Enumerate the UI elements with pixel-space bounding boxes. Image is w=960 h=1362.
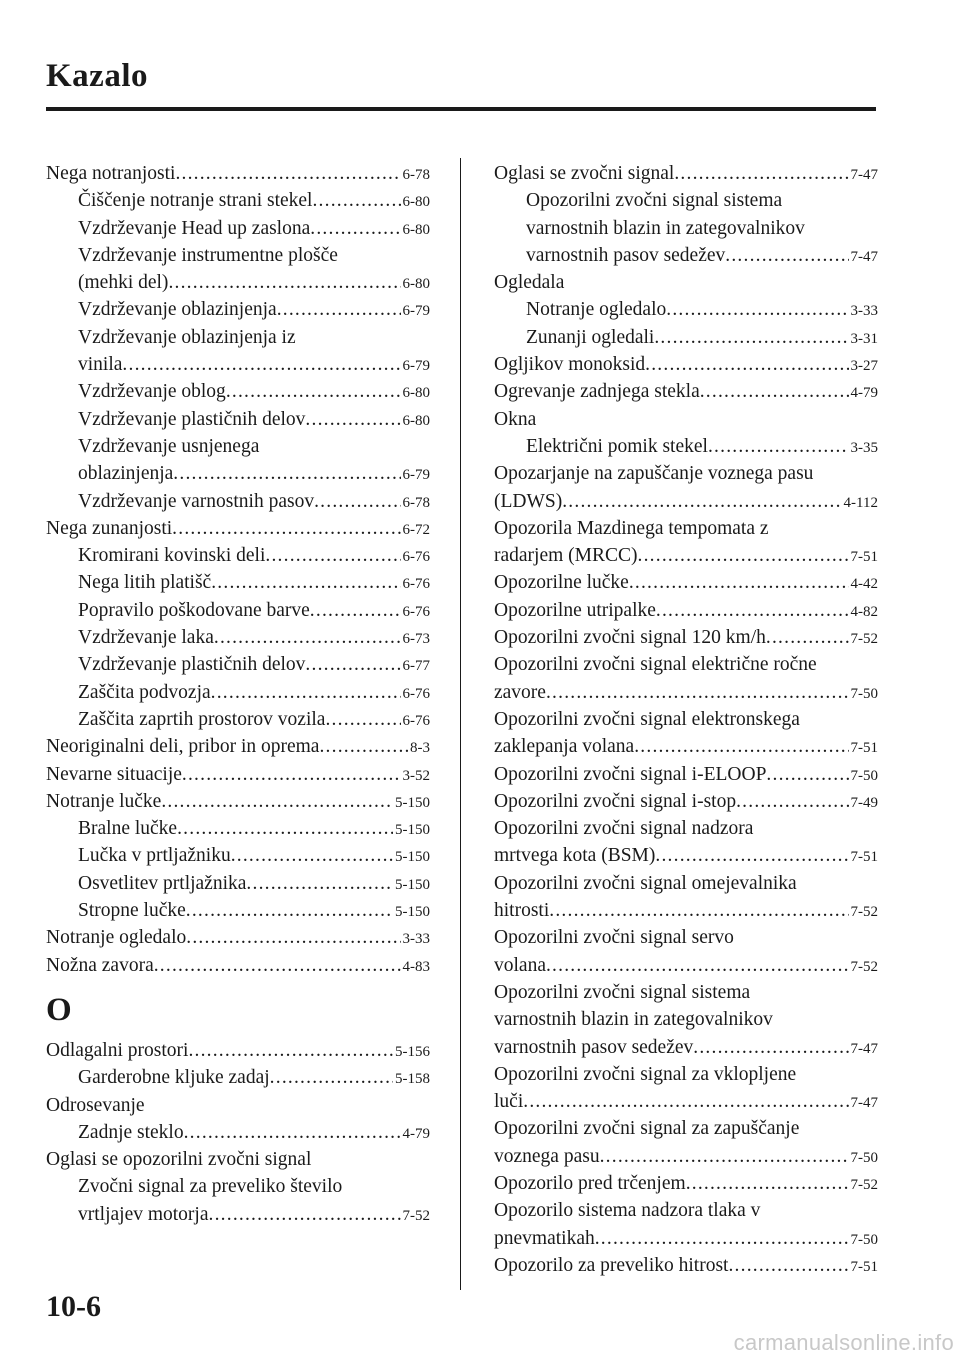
entry-label: Vzdrževanje laka [78, 627, 214, 649]
dot-leader [546, 679, 849, 706]
index-entry [494, 679, 878, 706]
dot-leader [728, 1252, 848, 1279]
index-subentry [46, 842, 430, 869]
page-title: Kazalo [46, 58, 148, 94]
dot-leader [638, 542, 849, 569]
dot-leader [310, 597, 401, 624]
entry-page-reference: 7-51 [850, 1258, 878, 1275]
entry-page-reference: 4-79 [850, 385, 878, 402]
dot-leader [595, 1225, 849, 1252]
dot-leader [231, 842, 393, 869]
entry-label: zavore [494, 681, 546, 703]
index-entry-text: Opozorilni zvočni signal elektronskega [494, 708, 800, 730]
entry-page-reference: 4-82 [850, 603, 878, 620]
index-entry [494, 488, 878, 515]
entry-label: Vzdrževanje oblazinjenja [78, 299, 277, 321]
entry-page-reference: 7-51 [850, 849, 878, 866]
entry-page-reference: 3-33 [402, 931, 430, 948]
entry-page-reference: 5-150 [395, 794, 430, 811]
entry-page-reference: 5-150 [395, 876, 430, 893]
index-entry [494, 351, 878, 378]
entry-label: Vzdrževanje plastičnih delov [78, 654, 306, 676]
index-entry-text: Opozorilni zvočni signal za zapuščanje [494, 1118, 800, 1140]
dot-leader [546, 952, 849, 979]
index-entry [46, 160, 430, 187]
entry-label: volana [494, 954, 546, 976]
entry-page-reference: 7-51 [850, 740, 878, 757]
entry-label: luči [494, 1091, 524, 1113]
dot-leader [172, 515, 400, 542]
index-entry-text: Oglasi se opozorilni zvočni signal [46, 1149, 312, 1171]
index-subentry [46, 1064, 430, 1091]
entry-label: Notranje ogledalo [526, 299, 667, 321]
entry-page-reference: 5-150 [395, 849, 430, 866]
entry-page-reference: 4-42 [850, 576, 878, 593]
index-subentry [46, 815, 430, 842]
dot-leader [325, 706, 400, 733]
index-subentry [46, 706, 430, 733]
entry-page-reference: 3-31 [850, 330, 878, 347]
entry-page-reference: 7-47 [850, 1095, 878, 1112]
entry-label: Nega zunanjosti [46, 517, 173, 539]
index-entry [494, 1225, 878, 1252]
dot-leader [226, 378, 401, 405]
entry-page-reference: 6-80 [402, 221, 430, 238]
entry-label: Opozorilne utripalke [494, 599, 656, 621]
entry-label: Nega litih platišč [78, 572, 212, 594]
dot-leader [666, 296, 848, 323]
index-entry-text: varnostnih blazin in zategovalnikov [494, 1009, 773, 1031]
dot-leader [209, 1201, 401, 1228]
dot-leader [766, 624, 849, 651]
dot-leader [319, 733, 408, 760]
entry-label: pnevmatikah [494, 1227, 595, 1249]
dot-leader [184, 1119, 401, 1146]
index-subentry-text: Opozorilni zvočni signal sistema [526, 190, 783, 212]
dot-leader [645, 351, 848, 378]
index-entry-text: Opozorilni zvočni signal električne ročne [494, 654, 817, 676]
dot-leader [305, 406, 400, 433]
entry-label: Oglasi se zvočni signal [494, 163, 675, 184]
index-subentry-text: varnostnih blazin in zategovalnikov [526, 217, 805, 239]
entry-label: Nega notranjosti [46, 163, 176, 184]
index-subentry [46, 351, 430, 378]
index-subentry-text: Vzdrževanje usnjenega [78, 435, 260, 457]
column-divider [460, 158, 461, 1290]
entry-page-reference: 7-50 [850, 1149, 878, 1166]
entry-label: Zaščita podvozja [78, 681, 211, 703]
dot-leader [270, 1064, 393, 1091]
entry-page-reference: 6-76 [402, 603, 430, 620]
dot-leader [161, 788, 393, 815]
index-entry [494, 842, 878, 869]
entry-label: oblazinjenja [78, 463, 174, 485]
index-entry [494, 597, 878, 624]
entry-page-reference: 6-76 [402, 549, 430, 566]
index-entry-text: Ogledala [494, 272, 565, 294]
index-entry [494, 1252, 878, 1279]
entry-label: (LDWS) [494, 490, 563, 512]
index-subentry [46, 542, 430, 569]
entry-page-reference: 3-52 [402, 767, 430, 784]
index-subentry [46, 187, 430, 214]
entry-page-reference: 3-35 [850, 439, 878, 456]
entry-page-reference: 6-80 [402, 276, 430, 293]
entry-label: (mehki del) [78, 272, 169, 294]
dot-leader [173, 460, 400, 487]
index-entry [494, 1143, 878, 1170]
entry-label: mrtvega kota (BSM) [494, 845, 656, 867]
entry-page-reference: 7-47 [850, 248, 878, 265]
entry-label: Opozorilni zvočni signal i-ELOOP [494, 763, 767, 785]
dot-leader [211, 569, 400, 596]
entry-page-reference: 5-156 [395, 1043, 430, 1060]
index-entry [494, 569, 878, 596]
dot-leader [305, 651, 400, 678]
index-entry [494, 1170, 878, 1197]
index-subentry [46, 1201, 430, 1228]
entry-label: Nožna zavora [46, 954, 154, 976]
entry-page-reference: 7-47 [850, 167, 878, 183]
dot-leader [312, 187, 400, 214]
entry-page-reference: 4-79 [402, 1125, 430, 1142]
entry-page-reference: 7-52 [402, 1207, 430, 1224]
entry-label: Opozorilni zvočni signal i-stop [494, 790, 737, 812]
entry-page-reference: 6-72 [402, 521, 430, 538]
dot-leader [654, 324, 848, 351]
entry-label: Odlagalni prostori [46, 1039, 189, 1061]
entry-page-reference: 7-52 [850, 1176, 878, 1193]
index-entry [494, 1088, 878, 1115]
dot-leader [549, 897, 848, 924]
entry-label: Zadnje steklo [78, 1121, 184, 1143]
entry-page-reference: 7-52 [850, 958, 878, 975]
index-entry [494, 160, 878, 187]
index-entry [494, 378, 878, 405]
entry-page-reference: 7-52 [850, 631, 878, 648]
dot-leader [310, 215, 400, 242]
dot-leader [188, 1037, 393, 1064]
entry-label: Osvetlitev prtljažnika [78, 872, 247, 894]
index-subentry [46, 1119, 430, 1146]
entry-label: radarjem (MRCC) [494, 545, 638, 567]
index-subentry-text: Vzdrževanje oblazinjenja iz [78, 326, 296, 348]
index-subentry [46, 651, 430, 678]
entry-label: Ogljikov monoksid [494, 354, 646, 376]
entry-page-reference: 3-33 [850, 303, 878, 320]
index-subentry [46, 597, 430, 624]
dot-leader [154, 952, 401, 979]
entry-label: Bralne lučke [78, 818, 178, 840]
entry-page-reference: 4-83 [402, 958, 430, 975]
index-entry [46, 924, 430, 951]
entry-page-reference: 7-50 [850, 767, 878, 784]
index-entry [46, 515, 430, 542]
index-entry-text: Opozorilo sistema nadzora tlaka v [494, 1200, 761, 1222]
index-column-right [494, 160, 878, 1279]
entry-page-reference: 6-80 [402, 412, 430, 429]
entry-label: Garderobne kljuke zadaj [78, 1067, 270, 1089]
index-entry-text: Opozorila Mazdinega tempomata z [494, 517, 769, 539]
dot-leader [186, 924, 400, 951]
entry-page-reference: 7-47 [850, 1040, 878, 1057]
entry-page-reference: 6-77 [402, 658, 430, 675]
entry-page-reference: 6-76 [402, 685, 430, 702]
index-entry [494, 1034, 878, 1061]
dot-leader [686, 1170, 849, 1197]
index-subentry-text: Vzdrževanje instrumentne plošče [78, 244, 338, 266]
entry-page-reference: 7-52 [850, 904, 878, 921]
entry-label: voznega pasu [494, 1145, 600, 1167]
entry-page-reference: 6-76 [402, 712, 430, 729]
dot-leader [725, 242, 848, 269]
dot-leader [122, 351, 400, 378]
index-entry-text: Opozorilni zvočni signal za vklopljene [494, 1063, 797, 1085]
entry-label: Vzdrževanje plastičnih delov [78, 408, 306, 430]
entry-label: Vzdrževanje varnostnih pasov [78, 490, 315, 512]
dot-leader [736, 788, 848, 815]
entry-page-reference: 6-76 [402, 576, 430, 593]
index-subentry [46, 460, 430, 487]
entry-page-reference: 3-27 [850, 358, 878, 375]
index-entry-text: Okna [494, 408, 537, 430]
index-entry-text: Opozarjanje na zapuščanje voznega pasu [494, 463, 814, 485]
entry-label: varnostnih pasov sedežev [526, 244, 726, 266]
index-subentry [46, 269, 430, 296]
index-entry-text: Opozorilni zvočni signal nadzora [494, 818, 754, 840]
section-letter: O [46, 991, 72, 1028]
index-entry [494, 952, 878, 979]
entry-label: Nevarne situacije [46, 763, 182, 785]
entry-page-reference: 5-158 [395, 1071, 430, 1088]
entry-label: Stropne lučke [78, 900, 186, 922]
entry-page-reference: 6-79 [402, 358, 430, 375]
dot-leader [211, 679, 401, 706]
index-entry [494, 788, 878, 815]
entry-page-reference: 4-112 [843, 494, 878, 511]
index-entry [46, 952, 430, 979]
entry-label: Vzdrževanje oblog [78, 381, 226, 403]
dot-leader [265, 542, 400, 569]
watermark: carmanualsonline.info [733, 1330, 954, 1355]
dot-leader [700, 378, 849, 405]
index-entry [494, 897, 878, 924]
entry-label: Kromirani kovinski deli [78, 545, 266, 567]
entry-page-reference: 6-78 [402, 167, 430, 183]
index-subentry [46, 488, 430, 515]
dot-leader [562, 488, 841, 515]
index-entry [494, 542, 878, 569]
index-subentry [494, 324, 878, 351]
entry-label: Čiščenje notranje strani stekel [78, 190, 313, 212]
index-entry-text: Opozorilni zvočni signal omejevalnika [494, 872, 797, 894]
index-entry [46, 1037, 430, 1064]
dot-leader [600, 1143, 849, 1170]
dot-leader [214, 624, 401, 651]
index-subentry [46, 870, 430, 897]
index-entry [494, 733, 878, 760]
entry-label: Opozorilo pred trčenjem [494, 1172, 686, 1194]
entry-label: Ogrevanje zadnjega stekla [494, 381, 700, 403]
dot-leader [656, 597, 849, 624]
page-number: 10-6 [46, 1290, 101, 1323]
entry-label: Opozorilni zvočni signal 120 km/h [494, 627, 766, 649]
entry-label: Notranje ogledalo [46, 927, 187, 949]
entry-label: varnostnih pasov sedežev [494, 1036, 694, 1058]
index-subentry [46, 215, 430, 242]
dot-leader [629, 569, 849, 596]
entry-page-reference: 7-51 [850, 549, 878, 566]
entry-label: zaklepanja volana [494, 736, 635, 758]
entry-page-reference: 7-50 [850, 685, 878, 702]
entry-page-reference: 6-80 [402, 385, 430, 402]
entry-page-reference: 6-80 [402, 194, 430, 211]
dot-leader [182, 761, 401, 788]
entry-page-reference: 7-50 [850, 1231, 878, 1248]
index-subentry [494, 296, 878, 323]
index-entry [46, 733, 430, 760]
dot-leader [674, 160, 848, 187]
index-subentry [46, 569, 430, 596]
entry-page-reference: 6-79 [402, 467, 430, 484]
index-entry [46, 788, 430, 815]
dot-leader [168, 269, 400, 296]
index-entry [46, 761, 430, 788]
entry-page-reference: 5-150 [395, 822, 430, 839]
index-entry [494, 761, 878, 788]
dot-leader [523, 1088, 848, 1115]
entry-label: Lučka v prtljažniku [78, 845, 231, 867]
entry-label: Neoriginalni deli, pribor in oprema [46, 736, 320, 758]
dot-leader [186, 897, 393, 924]
index-subentry [494, 433, 878, 460]
entry-label: Popravilo poškodovane barve [78, 599, 310, 621]
index-subentry [46, 378, 430, 405]
index-subentry [46, 624, 430, 651]
entry-label: Vzdrževanje Head up zaslona [78, 217, 311, 239]
entry-label: Opozorilne lučke [494, 572, 629, 594]
dot-leader [277, 296, 401, 323]
dot-leader [655, 842, 848, 869]
entry-page-reference: 7-49 [850, 794, 878, 811]
entry-label: Zunanji ogledali [526, 326, 655, 348]
entry-label: Notranje lučke [46, 790, 162, 812]
index-subentry [46, 679, 430, 706]
entry-label: Opozorilo za preveliko hitrost [494, 1254, 729, 1276]
entry-label: hitrosti [494, 900, 550, 922]
entry-page-reference: 6-73 [402, 631, 430, 648]
entry-page-reference: 8-3 [410, 740, 430, 757]
index-subentry [494, 242, 878, 269]
dot-leader [177, 815, 393, 842]
entry-page-reference: 6-79 [402, 303, 430, 320]
dot-leader [693, 1034, 848, 1061]
entry-label: Zaščita zaprtih prostorov vozila [78, 708, 326, 730]
entry-label: vinila [78, 354, 123, 376]
index-subentry [46, 406, 430, 433]
dot-leader [314, 488, 400, 515]
index-entry [494, 624, 878, 651]
entry-page-reference: 6-78 [402, 494, 430, 511]
index-entry-text: Opozorilni zvočni signal servo [494, 927, 734, 949]
dot-leader [766, 761, 848, 788]
entry-label: Električni pomik stekel [526, 435, 708, 457]
index-entry-text: Opozorilni zvočni signal sistema [494, 981, 751, 1003]
dot-leader [175, 160, 400, 187]
entry-page-reference: 5-150 [395, 904, 430, 921]
header-rule [46, 107, 876, 111]
index-entry-text: Odrosevanje [46, 1094, 145, 1116]
entry-label: vrtljajev motorja [78, 1203, 209, 1225]
index-subentry [46, 897, 430, 924]
index-subentry-text: Zvočni signal za preveliko število [78, 1176, 343, 1198]
dot-leader [708, 433, 849, 460]
index-column-left [46, 160, 430, 1228]
dot-leader [246, 870, 393, 897]
dot-leader [634, 733, 848, 760]
index-subentry [46, 296, 430, 323]
